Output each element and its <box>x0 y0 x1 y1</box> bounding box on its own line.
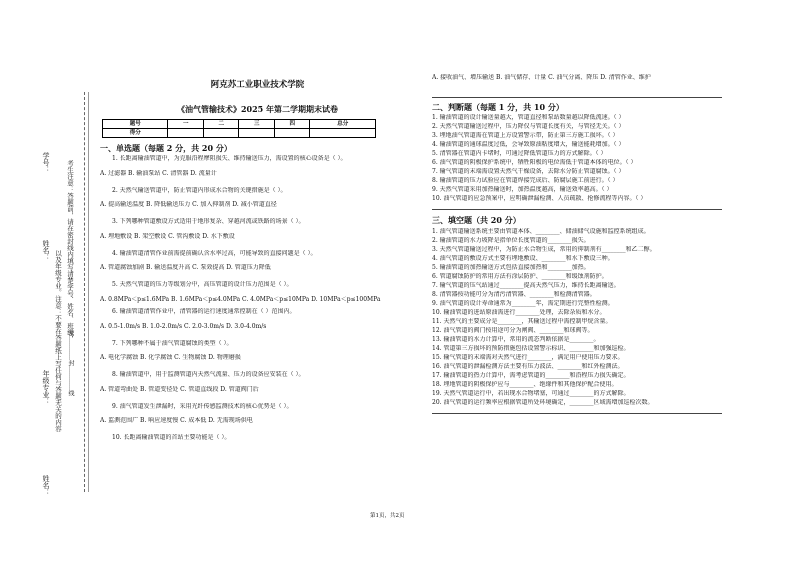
fill-blank-item: 16. 油气管道的泄漏检测方法主要有压力波法、________和红外检测法。 <box>432 363 624 370</box>
question-text: 8. 输油管道中，用于监测管道内天然气流量、压力的设备应安装在（ ）。 <box>112 371 305 379</box>
fill-blank-item: 8. 清管器按功能可分为清污清管器、________和检测清管器。 <box>432 291 596 298</box>
score-cell: 一 <box>168 120 204 129</box>
question-text: 1. 长距离输油管道中，为克服沿程摩阻损失、维持输送压力，需设置的核心设备是（ ）。 <box>112 155 347 162</box>
question-options: A. 监测范围广 B. 响应速度慢 C. 成本低 D. 无需现场供电 <box>100 417 253 425</box>
fill-blank-item: 18. 埋地管道的阴极保护应与________、绝缘件和其他保护配合使用。 <box>432 381 618 388</box>
fill-blank-item: 17. 输油管道的热力计算中，需考虑管道的________和沿程压力损失确定。 <box>432 372 630 379</box>
question-text: 5. 天然气管道的压力等级划分中，高压管道的设计压力范围是（ ）。 <box>112 281 293 289</box>
judgment-item: 1. 输油管道的设计输送量越大，管道直径和泵站数量越以降低流速。（ ） <box>432 114 625 121</box>
judgment-item: 10. 油气管道的应急预案中，应明确泄漏检测、人员疏散、抢修流程等内容。（ ） <box>432 195 647 202</box>
score-table-header-row <box>103 120 376 129</box>
exam-title: 《油气管输技术》2025 年第二学期期末试卷 <box>176 104 339 114</box>
major-label: 年级专业： <box>42 370 50 405</box>
question-options: A. 管道弯曲处 B. 管道变径处 C. 管道直线段 D. 管道阀门后 <box>100 385 259 393</box>
score-cell: 题号 <box>103 120 168 129</box>
judgment-item: 8. 输油管道的压力试验应在管道焊接完成后、防腐层施工前进行。（ ） <box>432 177 619 184</box>
section2-items <box>432 114 722 204</box>
fill-blank-item: 9. 油气管道的设计寿命通常为________年，需定期进行完整性检测。 <box>432 300 614 307</box>
judgment-item: 9. 天然气管道采用加热输送时，加热温度越高，输送效率越高。（ ） <box>432 186 613 193</box>
divider <box>432 209 722 210</box>
question-text: 4. 输油管道清管作业前需提前确认含水率过高，可能导致的直接问题是（ ）。 <box>112 249 317 257</box>
section1-title: 一、单选题（每题 2 分，共 20 分） <box>100 143 232 153</box>
fill-blank-item: 10. 输油管道的进站原油需进行________处理，去除杂质和水分。 <box>432 309 606 316</box>
score-cell <box>239 129 275 138</box>
judgment-item: 5. 清管器在管道内卡堵时，可通过降低管道压力的方式解除。（ ） <box>432 150 607 157</box>
score-cell <box>274 129 310 138</box>
question-text: 7. 下列哪种不属于油气管道腐蚀的类型（ ）。 <box>112 339 233 347</box>
fill-blank-item: 5. 输油管道的加热输送方式包括直接加热和________加热。 <box>432 264 590 271</box>
q10-options: A. 接收油气、增压输送 B. 油气储存、计量 C. 油气分离、降压 D. 清管作业、维护 <box>432 74 651 81</box>
question-text: 10. 长距离输油管道的首站主要功能是（ ）。 <box>112 434 231 442</box>
score-cell <box>203 129 239 138</box>
question-options: A. 管道腐蚀加剧 B. 输送温度升高 C. 泵效提高 D. 管道压力降低 <box>100 264 271 272</box>
signature-label: 姓名： <box>42 475 50 496</box>
fill-blank-item: 14. 管道第三方损坏的预防措施包括设置警示标识、________和加强巡检。 <box>432 345 630 352</box>
seal-line-text: 密…………封…………线 <box>67 330 74 396</box>
judgment-item: 3. 埋地油气管道需在管道上方设置警示带，防止第三方施工损坏。（ ） <box>432 132 619 139</box>
school-name: 阿克苏工业职业技术学院 <box>210 80 305 90</box>
fill-blank-item: 13. 输油管道的水力计算中，常用的流态判断依据是________。 <box>432 336 600 343</box>
score-table <box>102 119 376 138</box>
section1-questions <box>100 155 415 444</box>
question-options: A. 0.8MPa＜p≤1.6MPa B. 1.6MPa＜p≤4.0MPa C. 4.0MPa＜p≤10MPa D. 10MPa＜p≤100MPa <box>100 295 381 303</box>
section3-title: 三、填空题（共 20 分） <box>432 215 521 225</box>
seal-dashed-line <box>84 92 85 492</box>
score-table-score-row <box>103 129 376 138</box>
judgment-item: 2. 天然气管道输送过程中，压力降仅与管道长度有关，与管径无关。（ ） <box>432 123 625 130</box>
fill-blank-item: 20. 油气管道的运行频率应根据管道所处环境确定，________区域需增加巡检次数。 <box>432 399 654 406</box>
divider <box>432 97 722 98</box>
right-column <box>432 74 722 419</box>
score-cell: 四 <box>274 120 310 129</box>
question-text: 2. 天然气输送管道中，防止管道内形成水合物的关键措施是（ ）。 <box>112 186 287 194</box>
question-options: A. 过滤器 B. 输油泵站 C. 清管器 D. 流量计 <box>100 169 217 177</box>
question-options: A. 提高输送温度 B. 降低输送压力 C. 加入抑制剂 D. 减小管道直径 <box>100 201 277 209</box>
judgment-item: 6. 油气管道的阴极保护系统中，牺牲阳极的电位需低于管道本体的电位。（ ） <box>432 159 637 166</box>
fill-blank-item: 4. 油气管道的敷设方式主要有埋地敷设、________和水下敷设三种。 <box>432 255 614 262</box>
question-text: 6. 输油管道清管作业中，清管器的运行速度通常控制在（ ）范围内。 <box>112 307 296 315</box>
page-footer: 第1页，共2页 <box>370 513 405 519</box>
question-options: A. 埋地敷设 B. 架空敷设 C. 管沟敷设 D. 水下敷设 <box>100 232 235 240</box>
fill-blank-item: 12. 油气管道的阀门按用途可分为闸阀、________和球阀等。 <box>432 327 594 334</box>
section2-title: 二、判断题（每题 1 分，共 10 分） <box>432 102 564 112</box>
name-label: 姓名： <box>42 240 50 261</box>
section3-items <box>432 228 722 408</box>
fill-blank-item: 11. 天然气的主要成分是________，其输送过程中需控制甲烷含量。 <box>432 318 612 325</box>
binding-note-1: 考生注意：答题前，请在密封线内填写清楚学号、姓名、班级， <box>66 160 74 342</box>
fill-blank-item: 1. 油气管道输送系统主要由管道本体、________、储油储气设施和监控系统组成。 <box>432 228 650 235</box>
score-cell: 三 <box>239 120 275 129</box>
question-text: 3. 下列哪种管道敷设方式适用于地形复杂、穿越河流或铁路的场景（ ）。 <box>112 218 305 226</box>
binding-margin <box>22 130 82 510</box>
left-column <box>100 78 415 449</box>
score-cell: 二 <box>203 120 239 129</box>
score-cell: 总分 <box>310 120 376 129</box>
fill-blank-item: 2. 输油管道的水力坡降是指单位长度管道的________损失。 <box>432 237 590 244</box>
binding-note-2: 以及年级专业。注意：不要在答题纸上写任何与答题无关的内容 <box>54 250 62 432</box>
question-options: A. 电化学腐蚀 B. 化学腐蚀 C. 生物腐蚀 D. 物理磨损 <box>100 354 241 362</box>
divider <box>432 413 722 414</box>
fill-blank-item: 3. 天然气管道输送过程中，为防止水合物生成，常用的抑制剂有________和乙二醇。 <box>432 246 656 253</box>
fill-blank-item: 7. 输气管道的压气站通过________提高天然气压力，维持长距离输送。 <box>432 282 620 289</box>
score-cell: 得分 <box>103 129 168 138</box>
fill-blank-item: 15. 输气管道的末端需对天然气进行________，满足用户使用压力要求。 <box>432 354 624 361</box>
fill-blank-item: 19. 天然气管道运行中，若出现水合物堵塞，可通过________的方式解除。 <box>432 390 630 397</box>
fill-blank-item: 6. 管道腐蚀防护的常用方法有涂层防护、________和缓蚀剂防护。 <box>432 273 608 280</box>
question-options: A. 0.5-1.0m/s B. 1.0-2.0m/s C. 2.0-3.0m/s D. 3.0-4.0m/s <box>100 322 267 330</box>
judgment-item: 4. 输油管道的通球温度过低，会导致原油粘度增大，输送能耗增加。（ ） <box>432 141 625 148</box>
score-cell <box>310 129 376 138</box>
seal-solid-line <box>88 92 89 492</box>
score-cell <box>168 129 204 138</box>
student-id-label: 学号： <box>42 152 50 173</box>
judgment-item: 7. 输气管道的末端需设置天然气干燥设备，去除水分防止管道腐蚀。（ ） <box>432 168 625 175</box>
question-text: 9. 油气管道发生泄漏时，采用光纤传感监测技术的核心优势是（ ）。 <box>112 402 293 410</box>
